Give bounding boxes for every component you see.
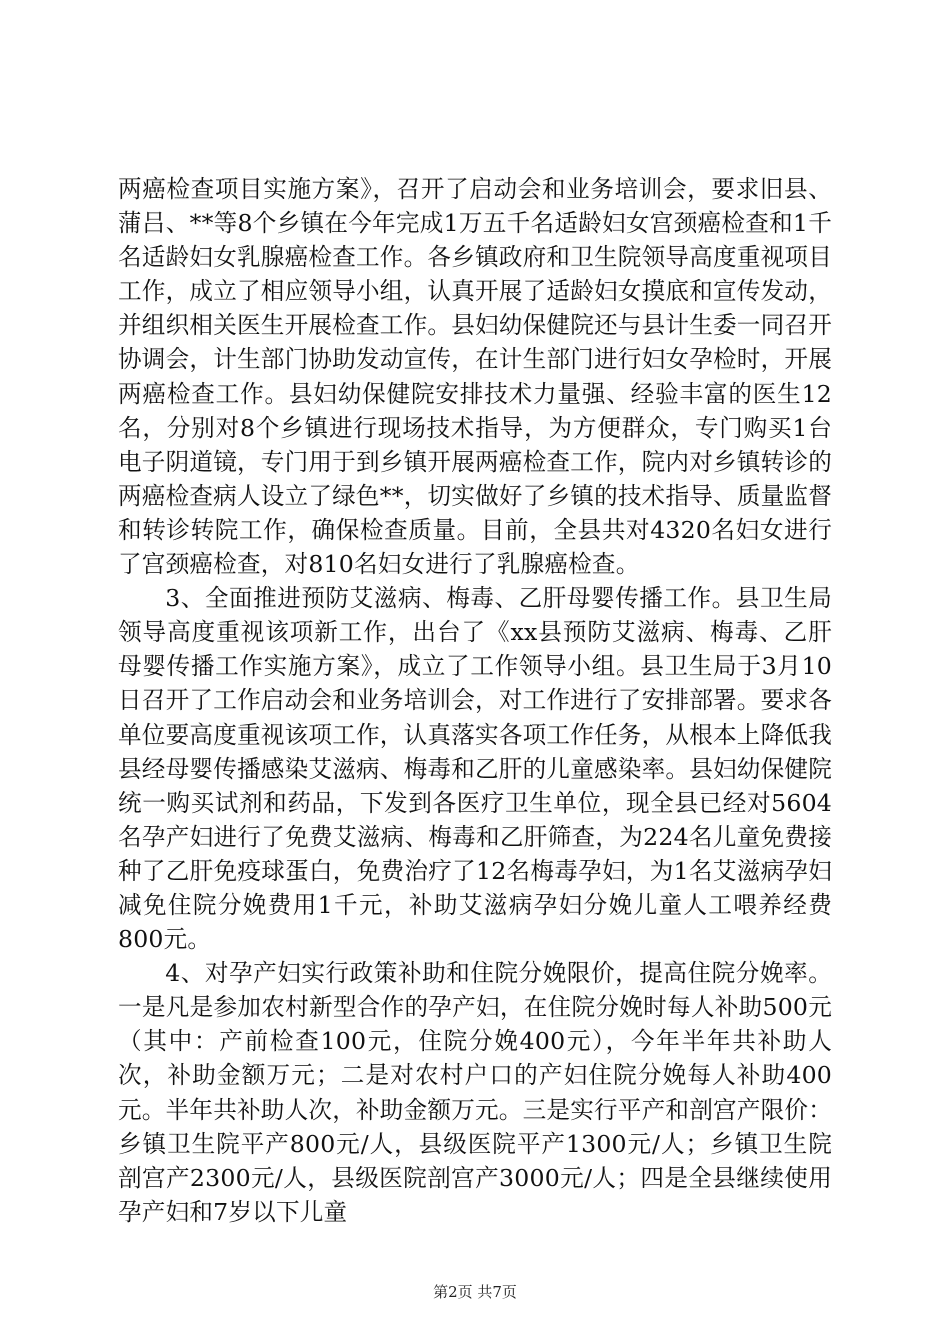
document-body bbox=[118, 172, 832, 1229]
paragraph-two-cancer-screening: 两癌检查项目实施方案》，召开了启动会和业务培训会，要求旧县、蒲吕、**等8个乡镇在今年完成1万五千名适龄妇女宫颈癌检查和1千名适龄妇女乳腺癌检查工作。各乡镇政府和卫生院领导高度重视项目工作，成立了相应领导小组，认真开展了适龄妇女摸底和宣传发动，并组织相关医生开展检查工作。县妇幼保健院还与县计生委一同召开协调会，计生部门协助发动宣传，在计生部门进行妇女孕检时，开展两癌检查工作。县妇幼保健院安排技术力量强、经验丰富的医生12名，分别对8个乡镇进行现场技术指导，为方便群众，专门购买1台电子阴道镜，专门用于到乡镇开展两癌检查工作，院内对乡镇转诊的两癌检查病人设立了绿色**，切实做好了乡镇的技术指导、质量监督和转诊转院工作，确保检查质量。目前，全县共对4320名妇女进行了宫颈癌检查，对810名妇女进行了乳腺癌检查。 bbox=[118, 175, 833, 579]
paragraph-mother-child-transmission: 3、全面推进预防艾滋病、梅毒、乙肝母婴传播工作。县卫生局领导高度重视该项新工作，出台了《xx县预防艾滋病、梅毒、乙肝母婴传播工作实施方案》，成立了工作领导小组。县卫生局于3月10日召开了工作启动会和业务培训会，对工作进行了安排部署。要求各单位要高度重视该项工作，认真落实各项工作任务，从根本上降低我县经母婴传播感染艾滋病、梅毒和乙肝的儿童感染率。县妇幼保健院统一购买试剂和药品，下发到各医疗卫生单位，现全县已经对5604名孕产妇进行了免费艾滋病、梅毒和乙肝筛查，为224名儿童免费接种了乙肝免疫球蛋白，免费治疗了12名梅毒孕妇，为1名艾滋病孕妇减免住院分娩费用1千元，补助艾滋病孕妇分娩儿童人工喂养经费800元。 bbox=[118, 584, 832, 954]
page-number-footer: 第2页 共7页 bbox=[433, 1283, 517, 1301]
paragraph-delivery-subsidy: 4、对孕产妇实行政策补助和住院分娩限价，提高住院分娩率。一是凡是参加农村新型合作的孕产妇，在住院分娩时每人补助500元（其中：产前检查100元，住院分娩400元），今年半年共补助人次，补助金额万元；二是对农村户口的产妇住院分娩每人补助400元。半年共补助人次，补助金额万元。三是实行平产和剖宫产限价：乡镇卫生院平产800元/人，县级医院平产1300元/人；乡镇卫生院剖宫产2300元/人，县级医院剖宫产3000元/人；四是全县继续使用孕产妇和7岁以下儿童 bbox=[118, 959, 832, 1226]
